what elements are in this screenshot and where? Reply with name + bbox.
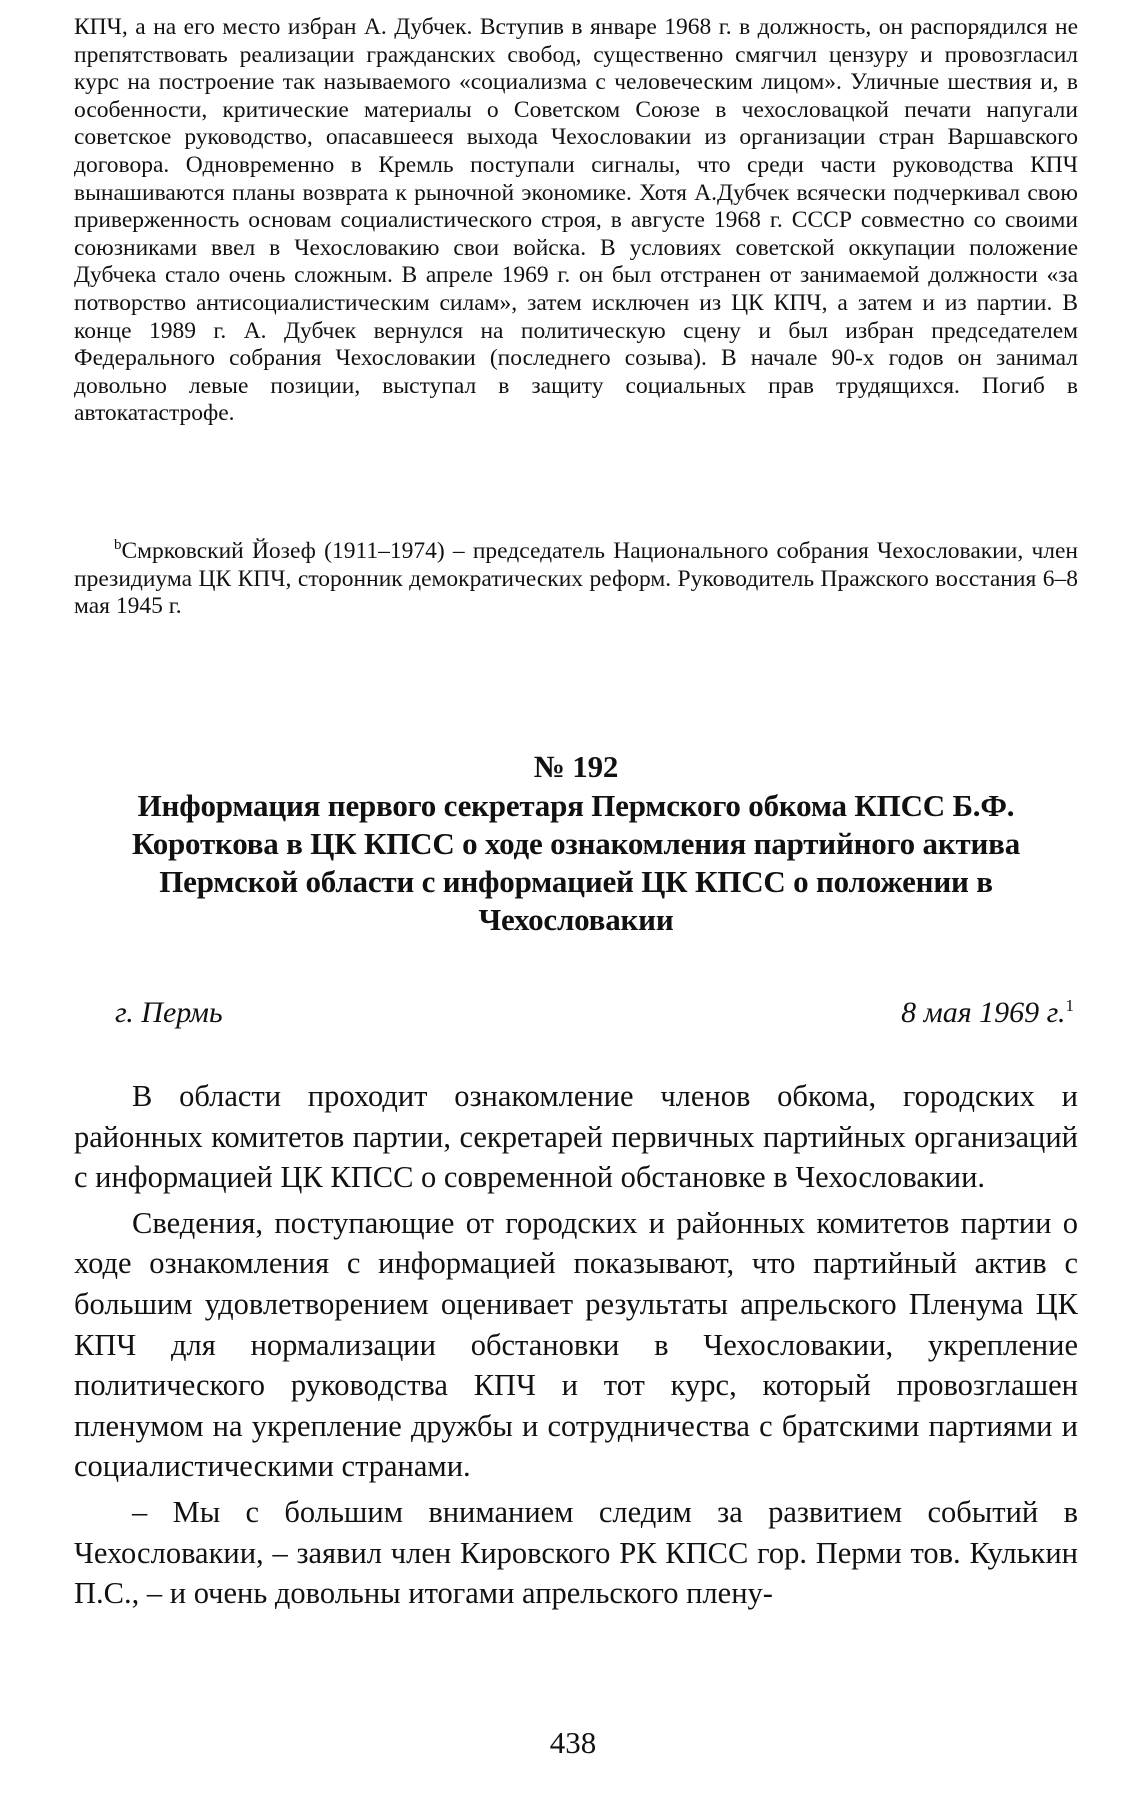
date-note-mark: 1 — [1065, 996, 1074, 1015]
footnote-b-mark: b — [114, 537, 122, 554]
document-body — [74, 1076, 1078, 1619]
document-date-line — [901, 995, 1074, 1031]
body-paragraph: – Мы с большим вниманием следим за развитием событий в Чехословакии, – заявил член Кировского РК КПСС гор. Перми тов. Кулькин П.С., – и очень довольны итогами апрельского плену- — [74, 1494, 1078, 1611]
footnote-continuation: КПЧ, а на его место избран А. Дубчек. Вступив в январе 1968 г. в должность, он распорядился не препятствовать реализации гражданских свобод, существенно смягчил цензуру и провозгласил курс на построение так называемого «социализма с человеческим лицом». Уличные шествия и, в особенности, критические материалы о Советском Союзе в чехословацкой печати напугали советское руководство, опасавшееся выхода Чехословакии из организации стран Варшавского договора. Одновременно в Кремль поступали сигналы, что среди части руководства КПЧ вынашиваются планы возврата к рыночной экономике. Хотя А.Дубчек всячески подчеркивал свою приверженность основам социалистического строя, в августе 1968 г. СССР совместно со своими союзниками ввел в Чехословакию свои войска. В условиях советской оккупации положение Дубчека стало очень сложным. В апреле 1969 г. он был отстранен от занимаемой должности «за потворство антисоциалистическим силам», затем исключен из ЦК КПЧ, а затем и из партии. В конце 1989 г. А. Дубчек вернулся на политическую сцену и был избран председателем Федерального собрания Чехословакии (последнего созыва). В начале 90-х годов он занимал довольно левые позиции, выступал в защиту социальных прав трудящихся. Погиб в автокатастрофе. — [74, 14, 1078, 427]
document-title: Информация первого секретаря Пермского обкома КПСС Б.Ф. Короткова в ЦК КПСС о ходе ознакомления партийного актива Пермской области с информацией ЦК КПСС о положении в Чехословакии — [131, 788, 1021, 937]
body-paragraph: В области проходит ознакомление членов обкома, городских и районных комитетов партии, секретарей первичных партийных организаций с информацией ЦК КПСС о современной обстановке в Чехословакии. — [74, 1079, 1078, 1195]
page-number: 438 — [549, 1725, 597, 1760]
body-paragraph: Сведения, поступающие от городских и районных комитетов партии о ходе ознакомления с информацией показывают, что партийный актив с большим удовлетворением оценивает результаты апрельского Пленума ЦК КПЧ для нормализации обстановки в Чехословакии, укрепление политического руководства КПЧ и тот курс, который провозглашен пленумом на укрепление дружбы и сотрудничества с братскими партиями и социалистическими странами. — [74, 1205, 1078, 1484]
footnote-b-text: Смрковский Йозеф (1911–1974) – председатель Национального собрания Чехословакии, член президиума ЦК КПЧ, сторонник демократических реформ. Руководитель Пражского восстания 6–8 мая 1945 г. — [74, 538, 1078, 620]
document-place: г. Пермь — [115, 996, 223, 1029]
document-date: 8 мая 1969 г. — [901, 996, 1066, 1029]
footnote-b — [74, 538, 1078, 621]
document-number: № 192 — [533, 749, 619, 784]
